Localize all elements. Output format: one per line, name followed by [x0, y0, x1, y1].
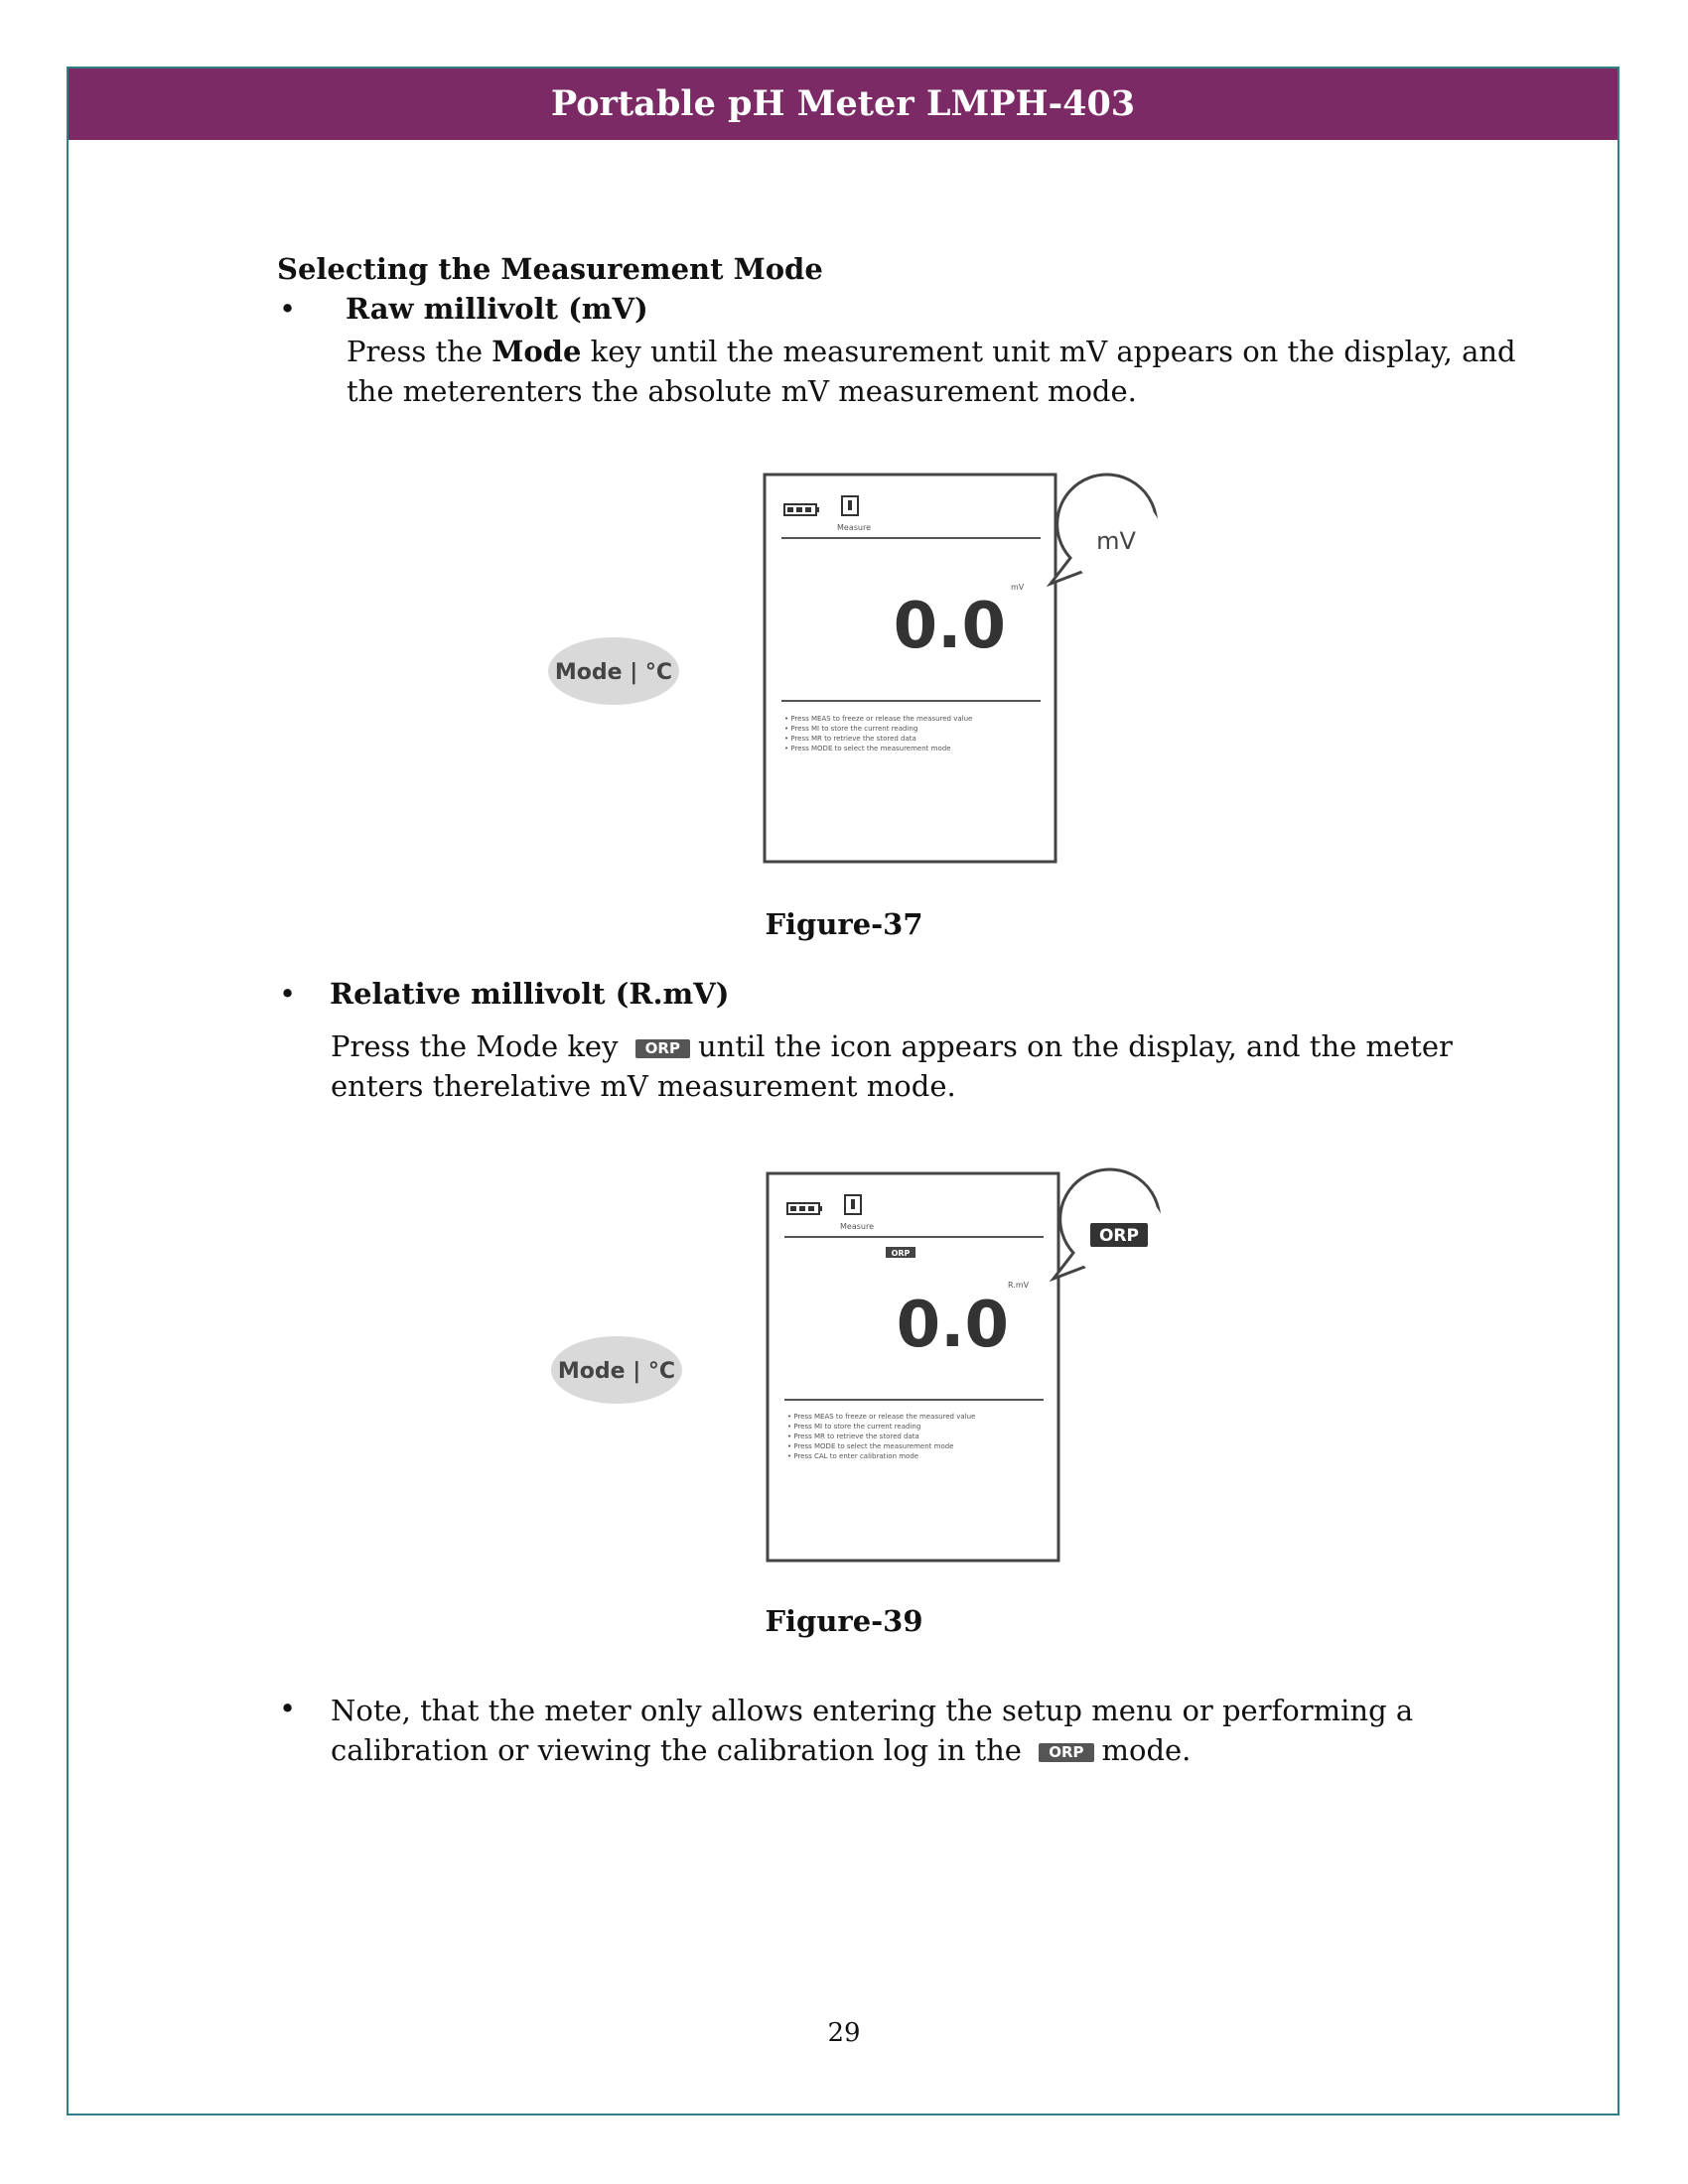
page-number: 29	[827, 2018, 861, 2048]
relative-mv-text-after: until the icon appears on the display, and the meter enters therelative mV measurement mode.	[331, 1029, 1453, 1103]
section-title: Selecting the Measurement Mode	[277, 252, 823, 286]
raw-mv-text-after: key until the measurement unit mV appears on the display, and the meterenters the absolute mV measurement mode.	[347, 335, 1516, 408]
reading-value: 0.0	[896, 1289, 1009, 1362]
status-label: Measure	[840, 1222, 874, 1231]
document-title: Portable pH Meter LMPH-403	[550, 83, 1136, 124]
mode-button-label: Mode | °C	[557, 1359, 676, 1384]
unit-small: R.mV	[1008, 1281, 1030, 1290]
bullet-relative-mv: •	[279, 977, 297, 1011]
callout-orp-label: ORP	[1098, 1226, 1140, 1246]
status-label: Measure	[837, 523, 871, 532]
figure-39-caption: Figure-39	[765, 1604, 923, 1638]
raw-mv-title: Raw millivolt (mV)	[346, 292, 648, 326]
hint-line: • Press MI to store the current reading	[787, 1423, 921, 1431]
bullet-raw-mv: •	[279, 292, 297, 326]
hint-line: • Press MI to store the current reading	[784, 725, 918, 733]
raw-mv-paragraph	[347, 332, 1522, 411]
hint-line: • Press MODE to select the measurement mode	[784, 745, 951, 752]
figure-37-illustration	[546, 467, 1182, 874]
bullet-note: •	[279, 1692, 297, 1725]
reading-value: 0.0	[893, 590, 1006, 663]
hint-line: • Press MEAS to freeze or release the measured value	[784, 715, 973, 723]
unit-small: mV	[1011, 583, 1025, 592]
callout-mv-label: mV	[1096, 527, 1136, 555]
hint-line: • Press MR to retrieve the stored data	[787, 1433, 919, 1440]
raw-mv-text-before: Press the	[347, 335, 492, 368]
figure-37-caption: Figure-37	[765, 907, 923, 941]
lcd-display	[768, 1173, 1058, 1561]
hint-line: • Press MEAS to freeze or release the measured value	[787, 1413, 976, 1421]
hint-line: • Press MODE to select the measurement mode	[787, 1442, 954, 1450]
hint-line: • Press CAL to enter calibration mode	[787, 1452, 919, 1460]
orp-icon: ORP	[1039, 1743, 1093, 1762]
hint-line: • Press MR to retrieve the stored data	[784, 735, 916, 743]
relative-mv-paragraph	[331, 1026, 1522, 1106]
raw-mv-mode-bold: Mode	[492, 335, 582, 368]
note-text-before: calibration or viewing the calibration log in the	[331, 1733, 1022, 1767]
note-line-1: Note, that the meter only allows entering the setup menu or performing a	[331, 1694, 1414, 1727]
orp-icon: ORP	[635, 1039, 690, 1058]
lcd-display	[765, 475, 1055, 862]
note-text-after: mode.	[1101, 1733, 1192, 1767]
document-header	[69, 68, 1618, 140]
orp-mode-indicator-label: ORP	[891, 1249, 911, 1258]
relative-mv-title: Relative millivolt (R.mV)	[330, 977, 730, 1011]
mode-button-label: Mode | °C	[554, 660, 673, 685]
note-line-2	[331, 1730, 1522, 1770]
relative-mv-text-before: Press the Mode key	[331, 1029, 619, 1063]
figure-39-illustration	[549, 1161, 1185, 1569]
